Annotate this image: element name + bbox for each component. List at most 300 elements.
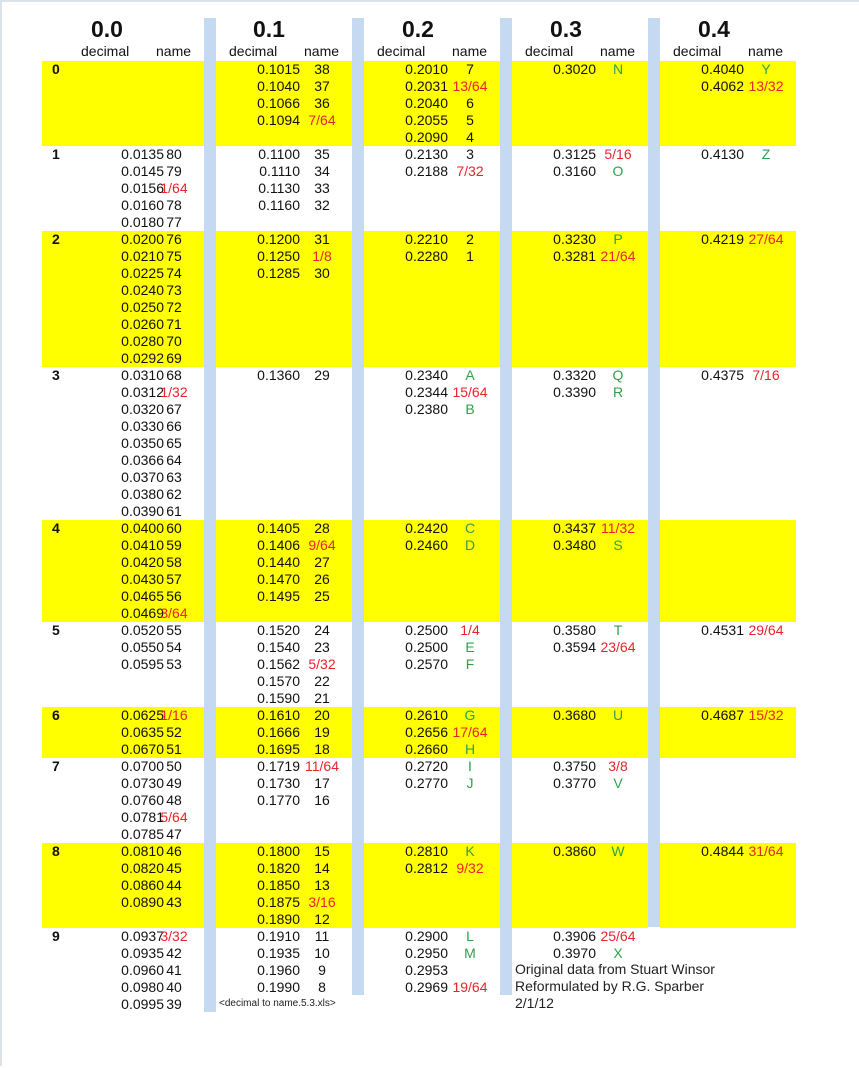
decimal-value: 0.2720 (405, 758, 448, 774)
decimal-value: 0.0250 (121, 299, 164, 315)
decimal-value: 0.2460 (405, 537, 448, 553)
row-label: 8 (52, 843, 60, 859)
decimal-value: 0.0785 (121, 826, 164, 842)
decimal-value: 0.3906 (553, 928, 596, 944)
drill-name-fraction: 27/64 (748, 231, 784, 247)
drill-name-number: 58 (166, 554, 182, 570)
column-divider (352, 18, 364, 995)
credit-original: Original data from Stuart Winsor (515, 961, 715, 977)
drill-name-fraction: 13/64 (452, 78, 488, 94)
col-head-name: name (452, 43, 488, 59)
drill-name-fraction: 17/64 (452, 724, 488, 740)
credit-reformulated: Reformulated by R.G. Sparber (515, 978, 705, 994)
decimal-value: 0.2280 (405, 248, 448, 264)
drill-name-number: 51 (166, 741, 182, 757)
drill-name-number: 49 (166, 775, 182, 791)
decimal-value: 0.2031 (405, 78, 448, 94)
drill-name-number: 21 (314, 690, 330, 706)
drill-name-number: 69 (166, 350, 182, 366)
drill-name-number: 26 (314, 571, 330, 587)
col-head-decimal: decimal (81, 43, 130, 59)
drill-name-fraction: 1/16 (160, 707, 188, 723)
decimal-value: 0.0200 (121, 231, 164, 247)
decimal-value: 0.1875 (257, 894, 300, 910)
highlight-band (42, 61, 204, 146)
drill-name-number: 25 (314, 588, 330, 604)
drill-name-letter: H (464, 741, 476, 757)
drill-name-number: 48 (166, 792, 182, 808)
drill-name-number: 59 (166, 537, 182, 553)
drill-name-number: 75 (166, 248, 182, 264)
decimal-value: 0.3020 (553, 61, 596, 77)
drill-name-letter: J (466, 775, 474, 791)
drill-name-number: 5 (466, 112, 474, 128)
decimal-value: 0.0320 (121, 401, 164, 417)
drill-name-fraction: 13/32 (748, 78, 784, 94)
drill-name-number: 53 (166, 656, 182, 672)
drill-name-number: 34 (314, 163, 330, 179)
drill-name-number: 28 (314, 520, 330, 536)
col-head-name: name (156, 43, 192, 59)
drill-name-number: 2 (466, 231, 474, 247)
highlight-band (660, 520, 796, 622)
decimal-value: 0.2420 (405, 520, 448, 536)
decimal-value: 0.4062 (701, 78, 744, 94)
decimal-value: 0.2040 (405, 95, 448, 111)
decimal-value: 0.3320 (553, 367, 596, 383)
decimal-value: 0.0935 (121, 945, 164, 961)
decimal-value: 0.3230 (553, 231, 596, 247)
decimal-value: 0.0820 (121, 860, 164, 876)
decimal-value: 0.0730 (121, 775, 164, 791)
drill-name-letter: R (612, 384, 624, 400)
drill-name-number: 23 (314, 639, 330, 655)
decimal-value: 0.0156 (121, 180, 164, 196)
col-head-name: name (304, 43, 340, 59)
decimal-value: 0.2055 (405, 112, 448, 128)
drill-name-number: 43 (166, 894, 182, 910)
decimal-value: 0.3281 (553, 248, 596, 264)
decimal-value: 0.3390 (553, 384, 596, 400)
drill-name-letter: Q (612, 367, 624, 383)
decimal-value: 0.1800 (257, 843, 300, 859)
drill-name-number: 76 (166, 231, 182, 247)
decimal-value: 0.1520 (257, 622, 300, 638)
drill-name-fraction: 11/64 (305, 758, 339, 774)
decimal-value: 0.2770 (405, 775, 448, 791)
row-label: 4 (52, 520, 60, 536)
drill-name-number: 11 (314, 928, 330, 944)
group-title-0-2: 0.2 (402, 16, 434, 42)
decimal-value: 0.2570 (405, 656, 448, 672)
decimal-value: 0.1040 (257, 78, 300, 94)
drill-name-fraction: 9/64 (308, 537, 336, 553)
drill-name-number: 32 (314, 197, 330, 213)
credits (515, 961, 715, 1012)
decimal-value: 0.2610 (405, 707, 448, 723)
decimal-value: 0.1360 (257, 367, 300, 383)
drill-name-letter: G (464, 707, 476, 723)
drill-name-number: 63 (166, 469, 182, 485)
drill-name-number: 37 (314, 78, 330, 94)
decimal-value: 0.1200 (257, 231, 300, 247)
decimal-value: 0.1730 (257, 775, 300, 791)
drill-name-fraction: 29/64 (748, 622, 784, 638)
drill-name-number: 39 (166, 996, 182, 1012)
col-head-decimal: decimal (377, 43, 426, 59)
drill-name-fraction: 3/8 (608, 758, 628, 774)
decimal-value: 0.1470 (257, 571, 300, 587)
decimal-value: 0.3437 (553, 520, 596, 536)
decimal-value: 0.0145 (121, 163, 164, 179)
drill-name-letter: A (465, 367, 475, 383)
decimal-value: 0.0350 (121, 435, 164, 451)
drill-name-number: 29 (314, 367, 330, 383)
drill-name-number: 31 (314, 231, 330, 247)
decimal-value: 0.1160 (258, 197, 300, 213)
drill-name-fraction: 15/64 (452, 384, 488, 400)
decimal-value: 0.3594 (553, 639, 596, 655)
drill-name-fraction: 5/64 (160, 809, 188, 825)
decimal-value: 0.0430 (121, 571, 164, 587)
drill-name-number: 80 (166, 146, 182, 162)
group-title-0-4: 0.4 (698, 16, 730, 42)
drill-name-letter: M (464, 945, 476, 961)
decimal-value: 0.2188 (405, 163, 448, 179)
drill-name-number: 67 (166, 401, 182, 417)
decimal-value: 0.0420 (121, 554, 164, 570)
highlight-band (660, 231, 796, 367)
drill-name-number: 8 (318, 979, 326, 995)
col-head-decimal: decimal (525, 43, 574, 59)
drill-name-number: 33 (314, 180, 330, 196)
decimal-value: 0.0625 (121, 707, 164, 723)
decimal-value: 0.0520 (121, 622, 164, 638)
drill-name-number: 20 (314, 707, 330, 723)
drill-name-letter: L (466, 928, 474, 944)
decimal-value: 0.2344 (405, 384, 448, 400)
drill-name-number: 13 (314, 877, 330, 893)
drill-name-number: 71 (166, 316, 182, 332)
drill-name-number: 12 (314, 911, 330, 927)
drill-name-number: 45 (166, 860, 182, 876)
decimal-value: 0.0550 (121, 639, 164, 655)
drill-name-number: 64 (166, 452, 182, 468)
drill-name-number: 74 (166, 265, 182, 281)
drill-name-number: 42 (166, 945, 182, 961)
decimal-value: 0.2656 (405, 724, 448, 740)
decimal-value: 0.0240 (121, 282, 164, 298)
col-head-decimal: decimal (673, 43, 722, 59)
decimal-value: 0.2130 (405, 146, 448, 162)
drill-name-number: 19 (314, 724, 330, 740)
drill-name-number: 68 (166, 367, 182, 383)
col-head-name: name (600, 43, 636, 59)
decimal-value: 0.0860 (121, 877, 164, 893)
decimal-value: 0.0937 (121, 928, 164, 944)
decimal-value: 0.0465 (121, 588, 164, 604)
decimal-value: 0.0635 (121, 724, 164, 740)
decimal-value: 0.2010 (405, 61, 448, 77)
drill-name-letter: B (465, 401, 475, 417)
drill-name-fraction: 11/32 (601, 520, 635, 536)
drill-name-number: 61 (166, 503, 182, 519)
drill-name-number: 35 (314, 146, 330, 162)
decimal-value: 0.0260 (121, 316, 164, 332)
decimal-value: 0.4375 (701, 367, 744, 383)
decimal-value: 0.3580 (553, 622, 596, 638)
decimal-value: 0.1562 (257, 656, 300, 672)
drill-name-number: 6 (466, 95, 474, 111)
decimal-value: 0.3970 (553, 945, 596, 961)
decimal-value: 0.0330 (121, 418, 164, 434)
drill-name-letter: X (613, 945, 623, 961)
drill-name-number: 55 (166, 622, 182, 638)
drill-name-fraction: 5/16 (604, 146, 632, 162)
drill-name-number: 73 (166, 282, 182, 298)
decimal-value: 0.1590 (257, 690, 300, 706)
drill-name-fraction: 25/64 (600, 928, 636, 944)
drill-name-letter: E (465, 639, 475, 655)
decimal-value: 0.2090 (405, 129, 448, 145)
decimal-value: 0.0310 (121, 367, 164, 383)
drill-name-letter: C (464, 520, 476, 536)
drill-name-fraction: 15/32 (748, 707, 784, 723)
drill-name-fraction: 1/4 (460, 622, 480, 638)
decimal-value: 0.2953 (405, 962, 448, 978)
drill-name-number: 40 (166, 979, 182, 995)
decimal-value: 0.0595 (121, 656, 164, 672)
drill-name-fraction: 19/64 (452, 979, 488, 995)
drill-name-fraction: 7/32 (456, 163, 484, 179)
decimal-value: 0.3125 (553, 146, 596, 162)
decimal-value: 0.0980 (121, 979, 164, 995)
decimal-value: 0.0400 (121, 520, 164, 536)
credit-date: 2/1/12 (515, 995, 554, 1011)
drill-name-number: 16 (314, 792, 330, 808)
drill-name-fraction: 3/32 (160, 928, 188, 944)
decimal-value: 0.1066 (257, 95, 300, 111)
decimal-value: 0.3680 (553, 707, 596, 723)
decimal-value: 0.1495 (257, 588, 300, 604)
drill-name-letter: T (613, 622, 623, 638)
col-head-name: name (748, 43, 784, 59)
row-label: 2 (52, 231, 60, 247)
drill-name-letter: Y (761, 61, 771, 77)
drill-name-fraction: 3/64 (160, 605, 188, 621)
col-head-decimal: decimal (229, 43, 278, 59)
drill-name-number: 56 (166, 588, 182, 604)
decimal-value: 0.1990 (257, 979, 300, 995)
drill-name-fraction: 23/64 (600, 639, 636, 655)
decimal-value: 0.0700 (121, 758, 164, 774)
decimal-value: 0.0810 (121, 843, 164, 859)
decimal-value: 0.2900 (405, 928, 448, 944)
decimal-value: 0.4687 (701, 707, 744, 723)
decimal-value: 0.2812 (405, 860, 448, 876)
drill-name-number: 38 (314, 61, 330, 77)
decimal-value: 0.0160 (121, 197, 164, 213)
drill-name-number: 41 (166, 962, 182, 978)
decimal-value: 0.2500 (405, 622, 448, 638)
decimal-value: 0.3860 (553, 843, 596, 859)
drill-name-number: 18 (314, 741, 330, 757)
decimal-value: 0.0960 (121, 962, 164, 978)
decimal-value: 0.1440 (257, 554, 300, 570)
decimal-value: 0.2950 (405, 945, 448, 961)
drill-name-number: 70 (166, 333, 182, 349)
drill-name-letter: P (613, 231, 623, 247)
drill-name-letter: Z (761, 146, 771, 162)
row-label: 7 (52, 758, 60, 774)
decimal-value: 0.4130 (701, 146, 744, 162)
drill-name-number: 10 (314, 945, 330, 961)
row-label: 6 (52, 707, 60, 723)
drill-name-fraction: 31/64 (748, 843, 784, 859)
decimal-value: 0.0366 (121, 452, 164, 468)
decimal-value: 0.1850 (257, 877, 300, 893)
decimal-value: 0.0312 (121, 384, 164, 400)
decimal-value: 0.1770 (257, 792, 300, 808)
drill-name-letter: W (611, 843, 625, 859)
decimal-value: 0.3770 (553, 775, 596, 791)
decimal-value: 0.1094 (257, 112, 300, 128)
row-label: 9 (52, 928, 60, 944)
drill-name-number: 46 (166, 843, 182, 859)
drill-name-number: 4 (466, 129, 474, 145)
decimal-value: 0.0370 (121, 469, 164, 485)
drill-name-fraction: 7/64 (308, 112, 336, 128)
row-label: 1 (52, 146, 60, 162)
drill-name-number: 30 (314, 265, 330, 281)
decimal-value: 0.0390 (121, 503, 164, 519)
row-label: 3 (52, 367, 60, 383)
decimal-value: 0.1540 (257, 639, 300, 655)
drill-name-letter: U (612, 707, 624, 723)
drill-name-number: 77 (166, 214, 182, 230)
drill-name-number: 44 (166, 877, 182, 893)
decimal-value: 0.0781 (121, 809, 164, 825)
drill-name-fraction: 1/32 (160, 384, 188, 400)
drill-name-number: 9 (318, 962, 326, 978)
decimal-value: 0.1695 (257, 741, 300, 757)
decimal-value: 0.0135 (121, 146, 164, 162)
decimal-value: 0.1110 (259, 163, 300, 179)
decimal-value: 0.1666 (257, 724, 300, 740)
decimal-value: 0.1570 (257, 673, 300, 689)
decimal-value: 0.0380 (121, 486, 164, 502)
drill-name-number: 66 (166, 418, 182, 434)
group-title-0-1: 0.1 (253, 16, 285, 42)
decimal-value: 0.4844 (701, 843, 744, 859)
column-divider (500, 18, 512, 995)
drill-name-number (440, 962, 500, 979)
drill-name-number: 65 (166, 435, 182, 451)
drill-name-number: 15 (314, 843, 330, 859)
drill-name-number: 60 (166, 520, 182, 536)
drill-name-letter: N (612, 61, 624, 77)
group-title-0-0: 0.0 (91, 16, 123, 42)
drill-name-number: 52 (166, 724, 182, 740)
decimal-value: 0.0280 (121, 333, 164, 349)
drill-name-fraction: 1/8 (312, 248, 332, 264)
decimal-value: 0.0210 (121, 248, 164, 264)
decimal-value: 0.0670 (121, 741, 164, 757)
decimal-value: 0.1890 (257, 911, 300, 927)
drill-name-number: 27 (314, 554, 330, 570)
drill-name-number: 57 (166, 571, 182, 587)
row-label: 0 (52, 61, 60, 77)
decimal-value: 0.1406 (257, 537, 300, 553)
decimal-value: 0.3480 (553, 537, 596, 553)
decimal-value: 0.1250 (257, 248, 300, 264)
drill-name-number: 24 (314, 622, 330, 638)
row-label: 5 (52, 622, 60, 638)
decimal-value: 0.1935 (257, 945, 300, 961)
drill-name-number: 72 (166, 299, 182, 315)
decimal-value: 0.1719 (257, 758, 300, 774)
column-divider (204, 18, 216, 1012)
decimal-value: 0.2969 (405, 979, 448, 995)
decimal-value: 0.1910 (257, 928, 300, 944)
decimal-value: 0.1015 (257, 61, 300, 77)
decimal-value: 0.2340 (405, 367, 448, 383)
drill-name-fraction: 1/64 (160, 180, 188, 196)
drill-name-fraction: 9/32 (456, 860, 484, 876)
drill-name-number: 7 (466, 61, 474, 77)
decimal-value: 0.2210 (405, 231, 448, 247)
decimal-value: 0.4040 (701, 61, 744, 77)
drill-name-letter: D (464, 537, 476, 553)
drill-name-letter: O (612, 163, 624, 179)
drill-name-number: 54 (166, 639, 182, 655)
decimal-value: 0.1960 (257, 962, 300, 978)
drill-name-letter: V (613, 775, 623, 791)
decimal-value: 0.4531 (701, 622, 744, 638)
drill-size-chart (2, 2, 859, 1068)
decimal-value: 0.2500 (405, 639, 448, 655)
drill-name-number: 22 (314, 673, 330, 689)
decimal-value: 0.0410 (121, 537, 164, 553)
decimal-value: 0.1100 (258, 146, 300, 162)
drill-name-number: 3 (466, 146, 474, 162)
decimal-value: 0.3160 (553, 163, 596, 179)
decimal-value: 0.1820 (257, 860, 300, 876)
decimal-value: 0.2810 (405, 843, 448, 859)
decimal-value: 0.4219 (701, 231, 744, 247)
drill-name-number: 1 (466, 248, 474, 264)
decimal-value: 0.1405 (257, 520, 300, 536)
drill-name-number: 36 (314, 95, 330, 111)
drill-name-letter: S (613, 537, 623, 553)
decimal-value: 0.0469 (121, 605, 164, 621)
decimal-value: 0.0225 (121, 265, 164, 281)
drill-name-number: 47 (166, 826, 182, 842)
decimal-value: 0.2660 (405, 741, 448, 757)
drill-name-number: 14 (314, 860, 330, 876)
decimal-value: 0.0180 (121, 214, 164, 230)
source-filename: <decimal to name.5.3.xls> (219, 998, 336, 1009)
drill-name-letter: I (468, 758, 472, 774)
decimal-value: 0.1130 (258, 180, 300, 196)
drill-name-number: 78 (166, 197, 182, 213)
drill-name-letter: F (465, 656, 475, 672)
decimal-value: 0.3750 (553, 758, 596, 774)
decimal-value: 0.0890 (121, 894, 164, 910)
decimal-value: 0.0292 (121, 350, 164, 366)
decimal-value: 0.0760 (121, 792, 164, 808)
drill-name-letter: K (465, 843, 475, 859)
